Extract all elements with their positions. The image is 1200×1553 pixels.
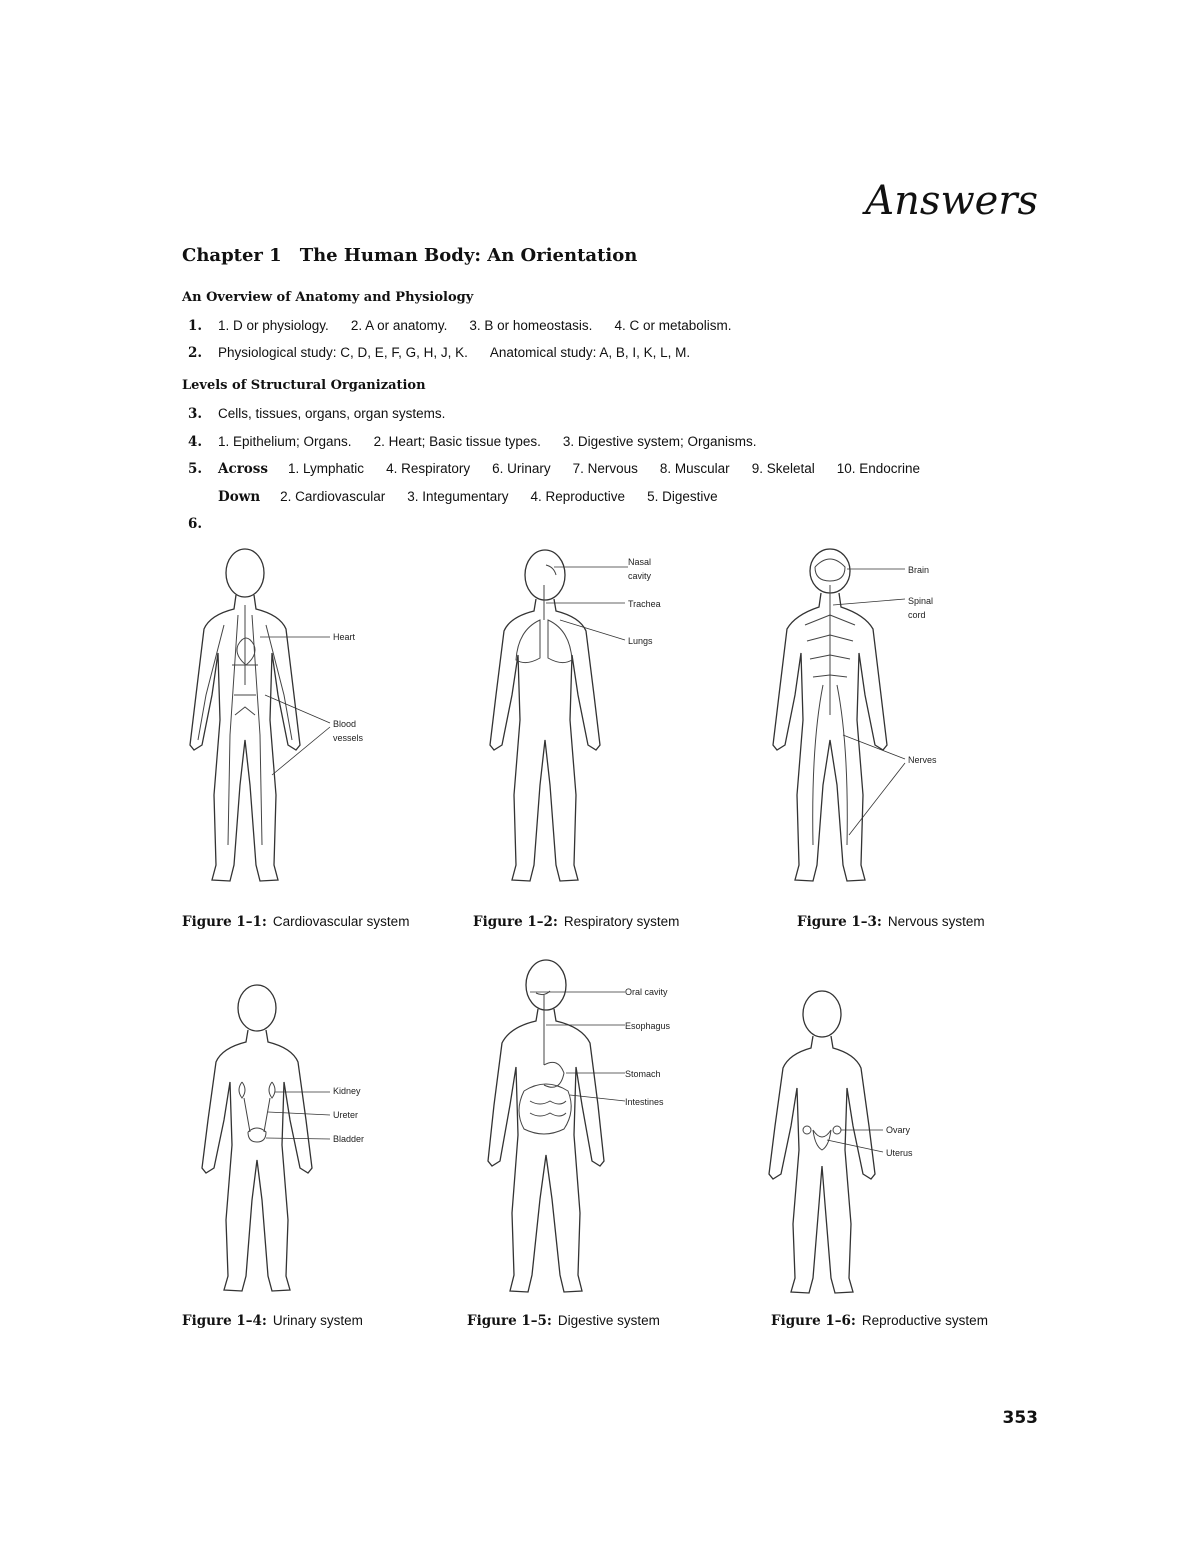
crossword-answer: 1. Lymphatic (288, 461, 365, 476)
figure-number: Figure 1–1: (182, 914, 267, 930)
page-number: 353 (1002, 1408, 1038, 1428)
crossword-answer: 7. Nervous (572, 461, 638, 476)
figure-caption-text: Reproductive system (861, 1313, 988, 1328)
crossword-answer: 4. Respiratory (386, 461, 471, 476)
crossword-answer: 9. Skeletal (751, 461, 815, 476)
figure-label: Brain (908, 565, 930, 575)
figure-number: Figure 1–2: (473, 914, 558, 930)
figure-label: Ovary (886, 1125, 911, 1135)
urinary-illustration (180, 980, 440, 1300)
chapter-number: Chapter 1 (182, 245, 282, 266)
answer-item: 3. B or homeostasis. (469, 318, 593, 333)
figure-number: Figure 1–6: (771, 1313, 856, 1329)
figure-label: Heart (333, 632, 356, 642)
figure-label: Bladder (333, 1134, 365, 1144)
answer-item: Physiological study: C, D, E, F, G, H, J, K. (218, 345, 468, 360)
answer-1 (188, 318, 753, 334)
crossword-answer: 8. Muscular (659, 461, 730, 476)
digestive-illustration (480, 955, 740, 1300)
answer-number: 5. (188, 461, 203, 477)
answer-item: 3. Digestive system; Organisms. (562, 434, 757, 449)
reproductive-illustration (755, 980, 1025, 1300)
cardiovascular-illustration (180, 545, 440, 890)
answer-5-across (188, 461, 920, 477)
figure-label: Intestines (625, 1097, 664, 1107)
crossword-answer: 4. Reproductive (530, 489, 626, 504)
answer-item: Anatomical study: A, B, I, K, L, M. (489, 345, 691, 360)
answer-item: 2. A or anatomy. (350, 318, 448, 333)
figure-caption-text: Digestive system (557, 1313, 660, 1328)
answer-number: 3. (188, 406, 203, 422)
figure-nervous (765, 545, 1025, 890)
answer-number: 1. (188, 318, 203, 334)
figure-number: Figure 1–5: (467, 1313, 552, 1329)
section-heading-overview: An Overview of Anatomy and Physiology (182, 290, 474, 305)
figure-label: Spinal (908, 596, 934, 606)
figure-caption-text: Urinary system (272, 1313, 363, 1328)
answer-number: 4. (188, 434, 203, 450)
figure-label: Stomach (625, 1069, 661, 1079)
nervous-illustration (765, 545, 1025, 890)
figure-label: Trachea (628, 599, 661, 609)
figure-caption (771, 1313, 988, 1329)
figure-respiratory (480, 545, 740, 890)
running-title: Answers (865, 178, 1038, 224)
figure-cardiovascular (180, 545, 440, 890)
figure-caption-text: Nervous system (887, 914, 985, 929)
crossword-answer: 2. Cardiovascular (280, 489, 386, 504)
figure-reproductive (755, 980, 1025, 1300)
answer-item: 2. Heart; Basic tissue types. (373, 434, 541, 449)
answer-item: 1. D or physiology. (218, 318, 329, 333)
figure-label: Nasal (628, 557, 652, 567)
answer-3 (188, 406, 445, 422)
figure-label: Uterus (886, 1148, 913, 1158)
answer-4 (188, 434, 778, 450)
crossword-answer: 6. Urinary (492, 461, 551, 476)
across-label: Across (218, 461, 269, 477)
respiratory-illustration (480, 545, 740, 890)
down-label: Down (218, 489, 261, 505)
figure-label: Ureter (333, 1110, 359, 1120)
figure-number: Figure 1–4: (182, 1313, 267, 1329)
crossword-answer: 5. Digestive (647, 489, 718, 504)
section-heading-levels: Levels of Structural Organization (182, 378, 426, 393)
figure-caption (797, 914, 985, 930)
figure-label: Nerves (908, 755, 937, 765)
answer-number: 2. (188, 345, 203, 361)
answer-item: 4. C or metabolism. (614, 318, 732, 333)
figure-label: Lungs (628, 636, 653, 646)
figure-caption-text: Respiratory system (563, 914, 680, 929)
figure-urinary (180, 980, 440, 1300)
answer-number: 6. (188, 516, 203, 532)
crossword-answer: 10. Endocrine (836, 461, 921, 476)
chapter-name: The Human Body: An Orientation (299, 245, 638, 266)
answer-5-down (218, 489, 718, 505)
figure-caption (467, 1313, 660, 1329)
figure-label: Blood (333, 719, 357, 729)
answer-6 (188, 516, 218, 532)
figure-caption-text: Cardiovascular system (272, 914, 410, 929)
figure-label: cavity (628, 571, 652, 581)
answer-2 (188, 345, 712, 361)
figure-digestive (480, 955, 740, 1300)
figure-number: Figure 1–3: (797, 914, 882, 930)
answer-item: 1. Epithelium; Organs. (218, 434, 352, 449)
chapter-title (182, 245, 637, 266)
crossword-answer: 3. Integumentary (407, 489, 509, 504)
figure-label: Kidney (333, 1086, 361, 1096)
figure-caption (182, 1313, 363, 1329)
figure-label: Esophagus (625, 1021, 671, 1031)
figure-label: cord (908, 610, 926, 620)
answer-text: Cells, tissues, organs, organ systems. (218, 406, 446, 421)
figure-label: Oral cavity (625, 987, 668, 997)
figure-caption (182, 914, 409, 930)
figure-label: vessels (333, 733, 364, 743)
figure-caption (473, 914, 679, 930)
